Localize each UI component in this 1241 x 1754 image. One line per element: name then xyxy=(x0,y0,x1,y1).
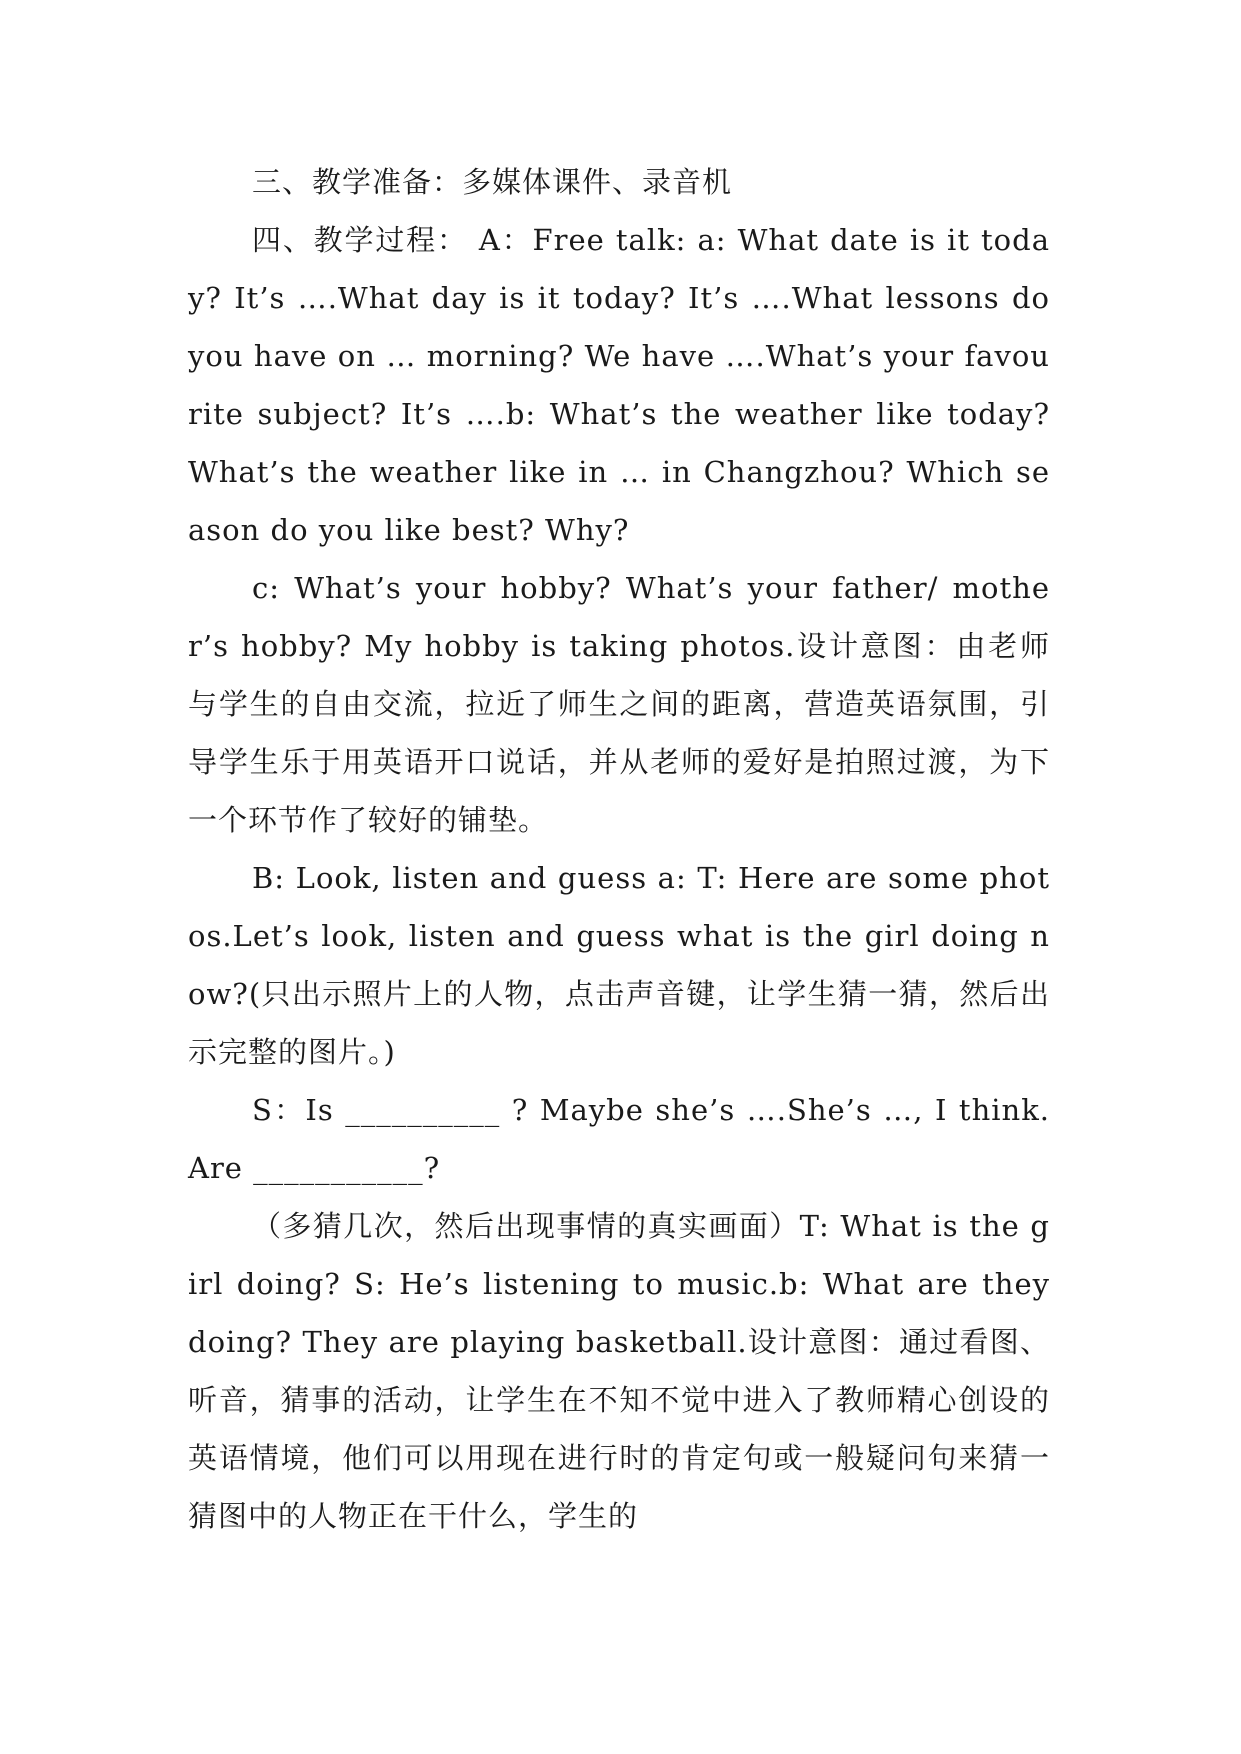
document-body xyxy=(188,153,1050,1545)
paragraph-guess-design-intent: （多猜几次，然后出现事情的真实画面）T: What is the girl doing? S: He’s listening to music.b: What are they doing? They are playing basketball.设计意图：通过看图、听音，猜事的活动，让学生在不知不觉中进入了教师精心创设的英语情境，他们可以用现在进行时的肯定句或一般疑问句来猜一猜图中的人物正在干什么，学生的 xyxy=(188,1209,1050,1533)
paragraph-teaching-preparation: 三、教学准备：多媒体课件、录音机 xyxy=(252,165,733,199)
paragraph-student-guess: S：Is __________ ? Maybe she’s ….She’s …, I think.Are ___________? xyxy=(188,1093,1050,1185)
paragraph-teaching-process-free-talk: 四、教学过程： A：Free talk: a: What date is it today? It’s ….What day is it today? It’s ….What lessons do you have on … morning? We have ….What’s your favourite subject? It’s ….b: What’s the weather like today? What’s the weather like in … in Changzhou? Which season do you like best? Why? xyxy=(188,223,1050,547)
paragraph-hobby-design-intent: c: What’s your hobby? What’s your father/ mother’s hobby? My hobby is taking photos.设计意图：由老师与学生的自由交流，拉近了师生之间的距离，营造英语氛围，引导学生乐于用英语开口说话，并从老师的爱好是拍照过渡，为下一个环节作了较好的铺垫。 xyxy=(188,571,1050,837)
paragraph-look-listen-guess: B: Look, listen and guess a: T: Here are some photos.Let’s look, listen and guess what is the girl doing now?(只出示照片上的人物，点击声音键，让学生猜一猜，然后出示完整的图片。) xyxy=(188,861,1050,1069)
